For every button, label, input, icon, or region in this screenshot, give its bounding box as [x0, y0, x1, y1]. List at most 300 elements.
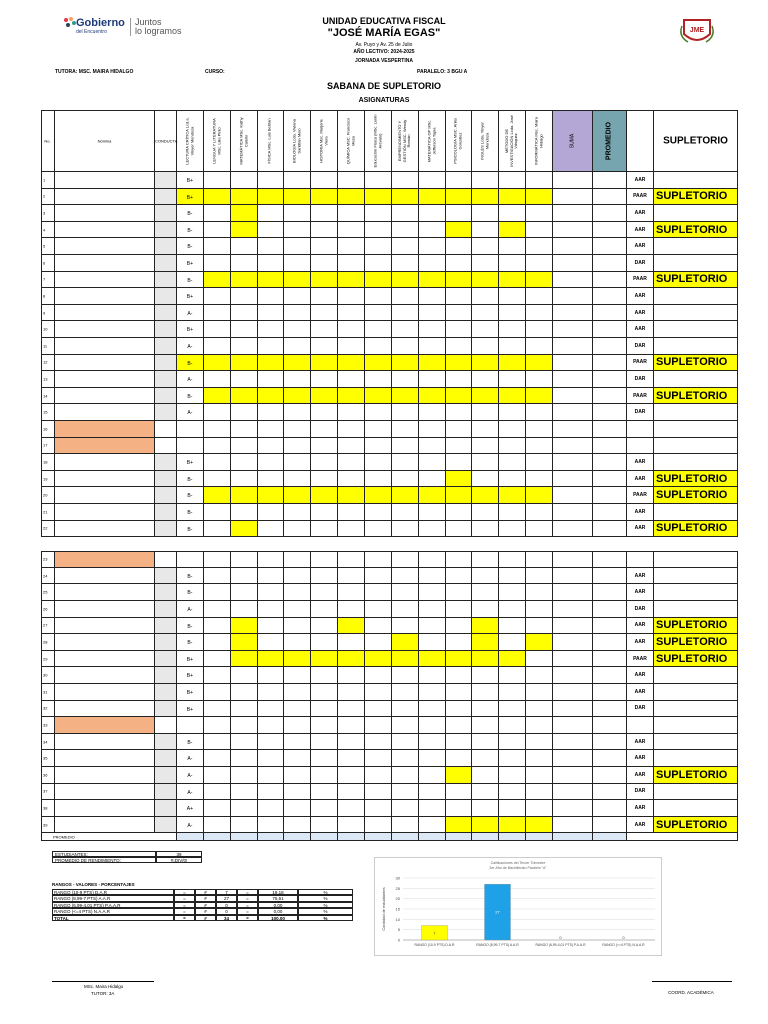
header-subject-label: MATEMÁTICA MSc. Kathy Calello: [238, 116, 248, 165]
row-subject-cell: [392, 172, 419, 189]
promedio-row-cell: [419, 833, 446, 841]
row-subject-cell: [258, 438, 285, 455]
paralelo-label: PARALELO: 3 BGU A: [417, 69, 468, 75]
header-subject: [284, 110, 311, 172]
promedio-row-cell: [526, 833, 553, 841]
row-suma: [553, 471, 593, 488]
row-subject-cell: [392, 388, 419, 405]
row-subject-cell: [499, 371, 526, 388]
row-subject-cell: [338, 438, 365, 455]
row-status: [627, 750, 654, 767]
row-subject-cell: [526, 438, 553, 455]
row-nomina: [55, 321, 155, 338]
row-subject-cell: [231, 205, 258, 222]
subjects-title: ASIGNATURAS: [358, 97, 410, 104]
row-subject-cell: [231, 355, 258, 372]
row-status: [627, 205, 654, 222]
row-subject-cell: [365, 551, 392, 568]
row-subject-cell: [472, 454, 499, 471]
row-status: [627, 734, 654, 751]
row-subject-cell: [177, 305, 204, 322]
row-promedio: [593, 521, 627, 538]
row-subject-cell: [177, 172, 204, 189]
address: Av. Puyo y Av. 25 de Julio: [355, 42, 413, 48]
row-subject-cell: [231, 634, 258, 651]
row-subject-cell: [446, 222, 473, 239]
rango-label: RANGO (8,99-7 PTS) A.A.R: [52, 895, 174, 901]
row-supletorio: [654, 601, 738, 618]
row-suma: [553, 568, 593, 585]
row-subject-cell: [365, 338, 392, 355]
row-supletorio: [654, 288, 738, 305]
row-conducta-code: [155, 618, 177, 635]
row-subject-cell: [392, 321, 419, 338]
chart-xtick: RANGO (<=4 PTS) N.A.A.R: [602, 943, 645, 947]
row-subject-cell: [258, 172, 285, 189]
svg-text:JME: JME: [689, 27, 705, 34]
row-subject-cell: [499, 454, 526, 471]
row-subject-cell: [284, 667, 311, 684]
row-subject-cell: [499, 568, 526, 585]
row-subject-cell: [365, 388, 392, 405]
row-subject-cell: [231, 651, 258, 668]
row-subject-cell: [177, 667, 204, 684]
row-supletorio: [654, 634, 738, 651]
row-subject-cell: [526, 767, 553, 784]
row-conducta-grade: B+: [186, 178, 194, 185]
row-subject-cell: [204, 601, 231, 618]
row-subject-cell: [338, 321, 365, 338]
row-promedio: [593, 288, 627, 305]
row-suma: [553, 305, 593, 322]
row-subject-cell: [392, 817, 419, 834]
chart-ytick: 10: [395, 916, 400, 922]
row-subject-cell: [526, 238, 553, 255]
row-subject-cell: [526, 189, 553, 206]
row-subject-cell: [472, 817, 499, 834]
row-subject-cell: [338, 471, 365, 488]
row-subject-cell: [365, 651, 392, 668]
estudiantes-label: ESTUDIANTES:: [52, 851, 156, 857]
row-conducta-code: [155, 288, 177, 305]
row-status: [627, 634, 654, 651]
row-number: [41, 701, 55, 718]
row-conducta-code: [155, 504, 177, 521]
promedio-row-cell: [499, 833, 526, 841]
row-subject-cell: [284, 454, 311, 471]
row-subject-cell: [499, 651, 526, 668]
row-subject-cell: [365, 817, 392, 834]
row-subject-cell: [284, 255, 311, 272]
row-supletorio-label: SUPLETORIO: [656, 619, 728, 632]
row-subject-cell: [177, 288, 204, 305]
row-number-label: 26: [43, 606, 48, 612]
row-status-label: DAR: [634, 605, 646, 612]
row-subject-cell: [177, 438, 204, 455]
row-subject-cell: [392, 189, 419, 206]
header-subject: [231, 110, 258, 172]
row-supletorio: [654, 404, 738, 421]
row-subject-cell: [365, 471, 392, 488]
row-status: [627, 584, 654, 601]
row-subject-cell: [526, 734, 553, 751]
row-subject-cell: [419, 800, 446, 817]
row-subject-cell: [526, 667, 553, 684]
row-number-label: 5: [43, 243, 46, 249]
row-conducta-grade: B-: [187, 211, 193, 218]
coord-signature-line: [652, 981, 732, 982]
row-number-label: 22: [43, 525, 48, 531]
header-subject-label: EMPRENDIMIENTO Y GESTIÓN MSC. Wendy Román: [396, 119, 412, 162]
row-subject-cell: [338, 521, 365, 538]
row-subject-cell: [526, 471, 553, 488]
row-subject-cell: [177, 784, 204, 801]
row-conducta-code: [155, 701, 177, 718]
row-subject-cell: [231, 438, 258, 455]
row-subject-cell: [446, 255, 473, 272]
row-subject-cell: [446, 371, 473, 388]
row-subject-cell: [177, 701, 204, 718]
rango-hash: #: [195, 889, 216, 895]
row-supletorio: [654, 717, 738, 734]
row-status-label: AAR: [634, 622, 646, 629]
row-subject-cell: [419, 404, 446, 421]
row-subject-cell: [392, 734, 419, 751]
row-status-label: AAR: [634, 688, 646, 695]
row-subject-cell: [419, 651, 446, 668]
row-status-label: DAR: [634, 788, 646, 795]
row-conducta-grade: A-: [187, 822, 193, 829]
row-subject-cell: [284, 504, 311, 521]
row-subject-cell: [311, 684, 338, 701]
row-subject-cell: [365, 521, 392, 538]
row-subject-cell: [499, 172, 526, 189]
row-supletorio: [654, 355, 738, 372]
row-subject-cell: [258, 734, 285, 751]
row-subject-cell: [392, 618, 419, 635]
row-subject-cell: [338, 504, 365, 521]
curso-label: CURSO:: [205, 69, 225, 75]
row-subject-cell: [392, 504, 419, 521]
row-subject-cell: [499, 255, 526, 272]
row-supletorio: [654, 471, 738, 488]
row-conducta-code: [155, 371, 177, 388]
row-subject-cell: [338, 568, 365, 585]
row-number-label: 38: [43, 805, 48, 811]
row-subject-cell: [311, 734, 338, 751]
row-subject-cell: [177, 371, 204, 388]
row-number: [41, 717, 55, 734]
row-status-label: AAR: [634, 638, 646, 645]
row-subject-cell: [365, 222, 392, 239]
row-number-label: 35: [43, 755, 48, 761]
row-subject-cell: [258, 355, 285, 372]
row-conducta-code: [155, 222, 177, 239]
row-subject-cell: [499, 701, 526, 718]
row-supletorio-label: SUPLETORIO: [656, 356, 728, 369]
header-promedio: [593, 110, 627, 172]
row-nomina: [55, 701, 155, 718]
header-subject-label: FÍSICA MSc. Luis Beltran: [267, 117, 273, 164]
row-status: [627, 817, 654, 834]
row-subject-cell: [526, 388, 553, 405]
row-subject-cell: [392, 601, 419, 618]
row-subject-cell: [365, 701, 392, 718]
row-subject-cell: [311, 651, 338, 668]
row-subject-cell: [177, 355, 204, 372]
row-conducta-code: [155, 255, 177, 272]
row-supletorio-label: SUPLETORIO: [656, 389, 728, 402]
row-subject-cell: [499, 618, 526, 635]
row-subject-cell: [258, 750, 285, 767]
row-subject-cell: [419, 189, 446, 206]
row-nomina: [55, 272, 155, 289]
row-subject-cell: [365, 784, 392, 801]
row-suma: [553, 438, 593, 455]
row-subject-cell: [284, 471, 311, 488]
rango-count: 7: [216, 889, 237, 895]
row-subject-cell: [392, 568, 419, 585]
row-status-label: AAR: [634, 326, 646, 333]
row-subject-cell: [365, 189, 392, 206]
row-subject-cell: [365, 487, 392, 504]
row-status-label: AAR: [634, 226, 646, 233]
row-subject-cell: [204, 172, 231, 189]
row-nomina: [55, 238, 155, 255]
row-conducta-code: [155, 667, 177, 684]
row-subject-cell: [365, 421, 392, 438]
row-subject-cell: [526, 222, 553, 239]
row-number-label: 25: [43, 589, 48, 595]
row-subject-cell: [446, 767, 473, 784]
row-supletorio: [654, 551, 738, 568]
row-nomina: [55, 438, 155, 455]
row-conducta-grade: A+: [186, 806, 194, 813]
row-status: [627, 355, 654, 372]
row-number: [41, 504, 55, 521]
row-subject-cell: [284, 734, 311, 751]
row-supletorio: [654, 767, 738, 784]
row-suma: [553, 321, 593, 338]
row-conducta-code: [155, 404, 177, 421]
chart-data-label: 7: [433, 930, 436, 936]
row-subject-cell: [258, 784, 285, 801]
row-status-label: AAR: [634, 804, 646, 811]
row-supletorio-label: SUPLETORIO: [656, 635, 728, 648]
row-subject-cell: [419, 601, 446, 618]
row-subject-cell: [419, 172, 446, 189]
row-subject-cell: [284, 701, 311, 718]
row-subject-cell: [472, 421, 499, 438]
row-subject-cell: [284, 172, 311, 189]
tutor-name: MSc. Maira Hidalgo: [84, 984, 124, 989]
row-subject-cell: [311, 371, 338, 388]
row-subject-cell: [258, 471, 285, 488]
row-conducta-grade: B-: [187, 277, 193, 284]
row-nomina: [55, 404, 155, 421]
header-subject: [311, 110, 338, 172]
row-subject-cell: [419, 355, 446, 372]
row-subject-cell: [419, 471, 446, 488]
row-subject-cell: [231, 568, 258, 585]
header-subject: [258, 110, 285, 172]
row-status: [627, 717, 654, 734]
row-subject-cell: [231, 421, 258, 438]
row-number: [41, 305, 55, 322]
row-conducta-grade: B-: [187, 227, 193, 234]
row-promedio: [593, 255, 627, 272]
row-status: [627, 521, 654, 538]
row-subject-cell: [338, 305, 365, 322]
row-number: [41, 487, 55, 504]
row-subject-cell: [499, 321, 526, 338]
row-subject-cell: [338, 701, 365, 718]
rango-label: RANGO (<=4 PTS) N.A.A.R: [52, 908, 174, 914]
row-number: [41, 618, 55, 635]
row-subject-cell: [338, 238, 365, 255]
row-subject-cell: [419, 288, 446, 305]
row-subject-cell: [177, 504, 204, 521]
row-subject-cell: [284, 817, 311, 834]
row-subject-cell: [177, 321, 204, 338]
row-subject-cell: [258, 601, 285, 618]
row-subject-cell: [231, 618, 258, 635]
rango-sign: %: [298, 889, 353, 895]
row-subject-cell: [338, 454, 365, 471]
row-status: [627, 551, 654, 568]
row-supletorio: [654, 421, 738, 438]
row-subject-cell: [472, 404, 499, 421]
row-subject-cell: [311, 487, 338, 504]
row-subject-cell: [177, 189, 204, 206]
row-number: [41, 255, 55, 272]
row-subject-cell: [526, 321, 553, 338]
row-subject-cell: [392, 371, 419, 388]
promedio-row-cell: [258, 833, 285, 841]
row-conducta-code: [155, 568, 177, 585]
row-supletorio: [654, 454, 738, 471]
row-subject-cell: [526, 750, 553, 767]
rango-eq2: =: [237, 902, 258, 908]
rango-count: 0: [216, 902, 237, 908]
row-conducta-grade: B+: [186, 261, 194, 268]
row-subject-cell: [311, 222, 338, 239]
row-subject-cell: [311, 584, 338, 601]
row-subject-cell: [231, 222, 258, 239]
row-supletorio: [654, 667, 738, 684]
row-subject-cell: [338, 717, 365, 734]
row-subject-cell: [446, 238, 473, 255]
row-subject-cell: [311, 521, 338, 538]
row-number: [41, 750, 55, 767]
row-status-label: DAR: [634, 705, 646, 712]
row-subject-cell: [258, 551, 285, 568]
row-status: [627, 288, 654, 305]
row-subject-cell: [472, 717, 499, 734]
promedio-row-cell: [365, 833, 392, 841]
row-subject-cell: [499, 800, 526, 817]
row-subject-cell: [258, 487, 285, 504]
row-subject-cell: [231, 521, 258, 538]
row-subject-cell: [419, 717, 446, 734]
row-subject-cell: [499, 305, 526, 322]
row-number: [41, 189, 55, 206]
row-subject-cell: [177, 272, 204, 289]
row-subject-cell: [446, 355, 473, 372]
row-conducta-grade: A-: [187, 789, 193, 796]
row-subject-cell: [499, 189, 526, 206]
row-subject-cell: [338, 338, 365, 355]
row-subject-cell: [338, 421, 365, 438]
header-subject-label: LENGUA Y LITERATURA MSc. Lilia Pinto: [211, 117, 221, 164]
row-status: [627, 172, 654, 189]
header-conducta: [155, 110, 177, 172]
row-subject-cell: [204, 321, 231, 338]
row-conducta-grade: B-: [187, 640, 193, 647]
row-conducta-code: [155, 521, 177, 538]
header-subject: [204, 110, 231, 172]
row-status: [627, 371, 654, 388]
row-subject-cell: [204, 568, 231, 585]
row-number: [41, 371, 55, 388]
row-suma: [553, 272, 593, 289]
row-subject-cell: [392, 305, 419, 322]
row-subject-cell: [472, 767, 499, 784]
row-nomina: [55, 288, 155, 305]
row-subject-cell: [499, 717, 526, 734]
row-subject-cell: [311, 667, 338, 684]
row-status-label: AAR: [634, 209, 646, 216]
row-subject-cell: [472, 634, 499, 651]
row-promedio: [593, 222, 627, 239]
row-status-label: PAAR: [633, 655, 647, 662]
row-subject-cell: [204, 634, 231, 651]
row-subject-cell: [231, 750, 258, 767]
row-subject-cell: [177, 800, 204, 817]
chart-ytick: 15: [395, 906, 400, 912]
row-conducta-code: [155, 817, 177, 834]
row-number-label: 2: [43, 193, 46, 199]
row-nomina: [55, 684, 155, 701]
tutor-role: TUTOR: 3A: [91, 991, 115, 996]
row-number-label: 27: [43, 622, 48, 628]
row-subject-cell: [177, 238, 204, 255]
row-subject-cell: [472, 288, 499, 305]
row-subject-cell: [204, 255, 231, 272]
row-subject-cell: [419, 634, 446, 651]
row-subject-cell: [365, 238, 392, 255]
row-subject-cell: [311, 404, 338, 421]
row-promedio: [593, 238, 627, 255]
row-subject-cell: [258, 255, 285, 272]
row-subject-cell: [392, 651, 419, 668]
header-nomina: [55, 110, 155, 172]
logo-slogan-2: lo logramos: [135, 26, 182, 36]
row-subject-cell: [177, 421, 204, 438]
row-subject-cell: [258, 717, 285, 734]
row-status-label: AAR: [634, 672, 646, 679]
row-subject-cell: [472, 551, 499, 568]
row-subject-cell: [338, 734, 365, 751]
row-number-label: 8: [43, 293, 46, 299]
row-subject-cell: [392, 454, 419, 471]
row-supletorio: [654, 205, 738, 222]
row-number-label: 20: [43, 492, 48, 498]
row-subject-cell: [526, 717, 553, 734]
row-promedio: [593, 584, 627, 601]
row-number: [41, 817, 55, 834]
row-subject-cell: [365, 205, 392, 222]
